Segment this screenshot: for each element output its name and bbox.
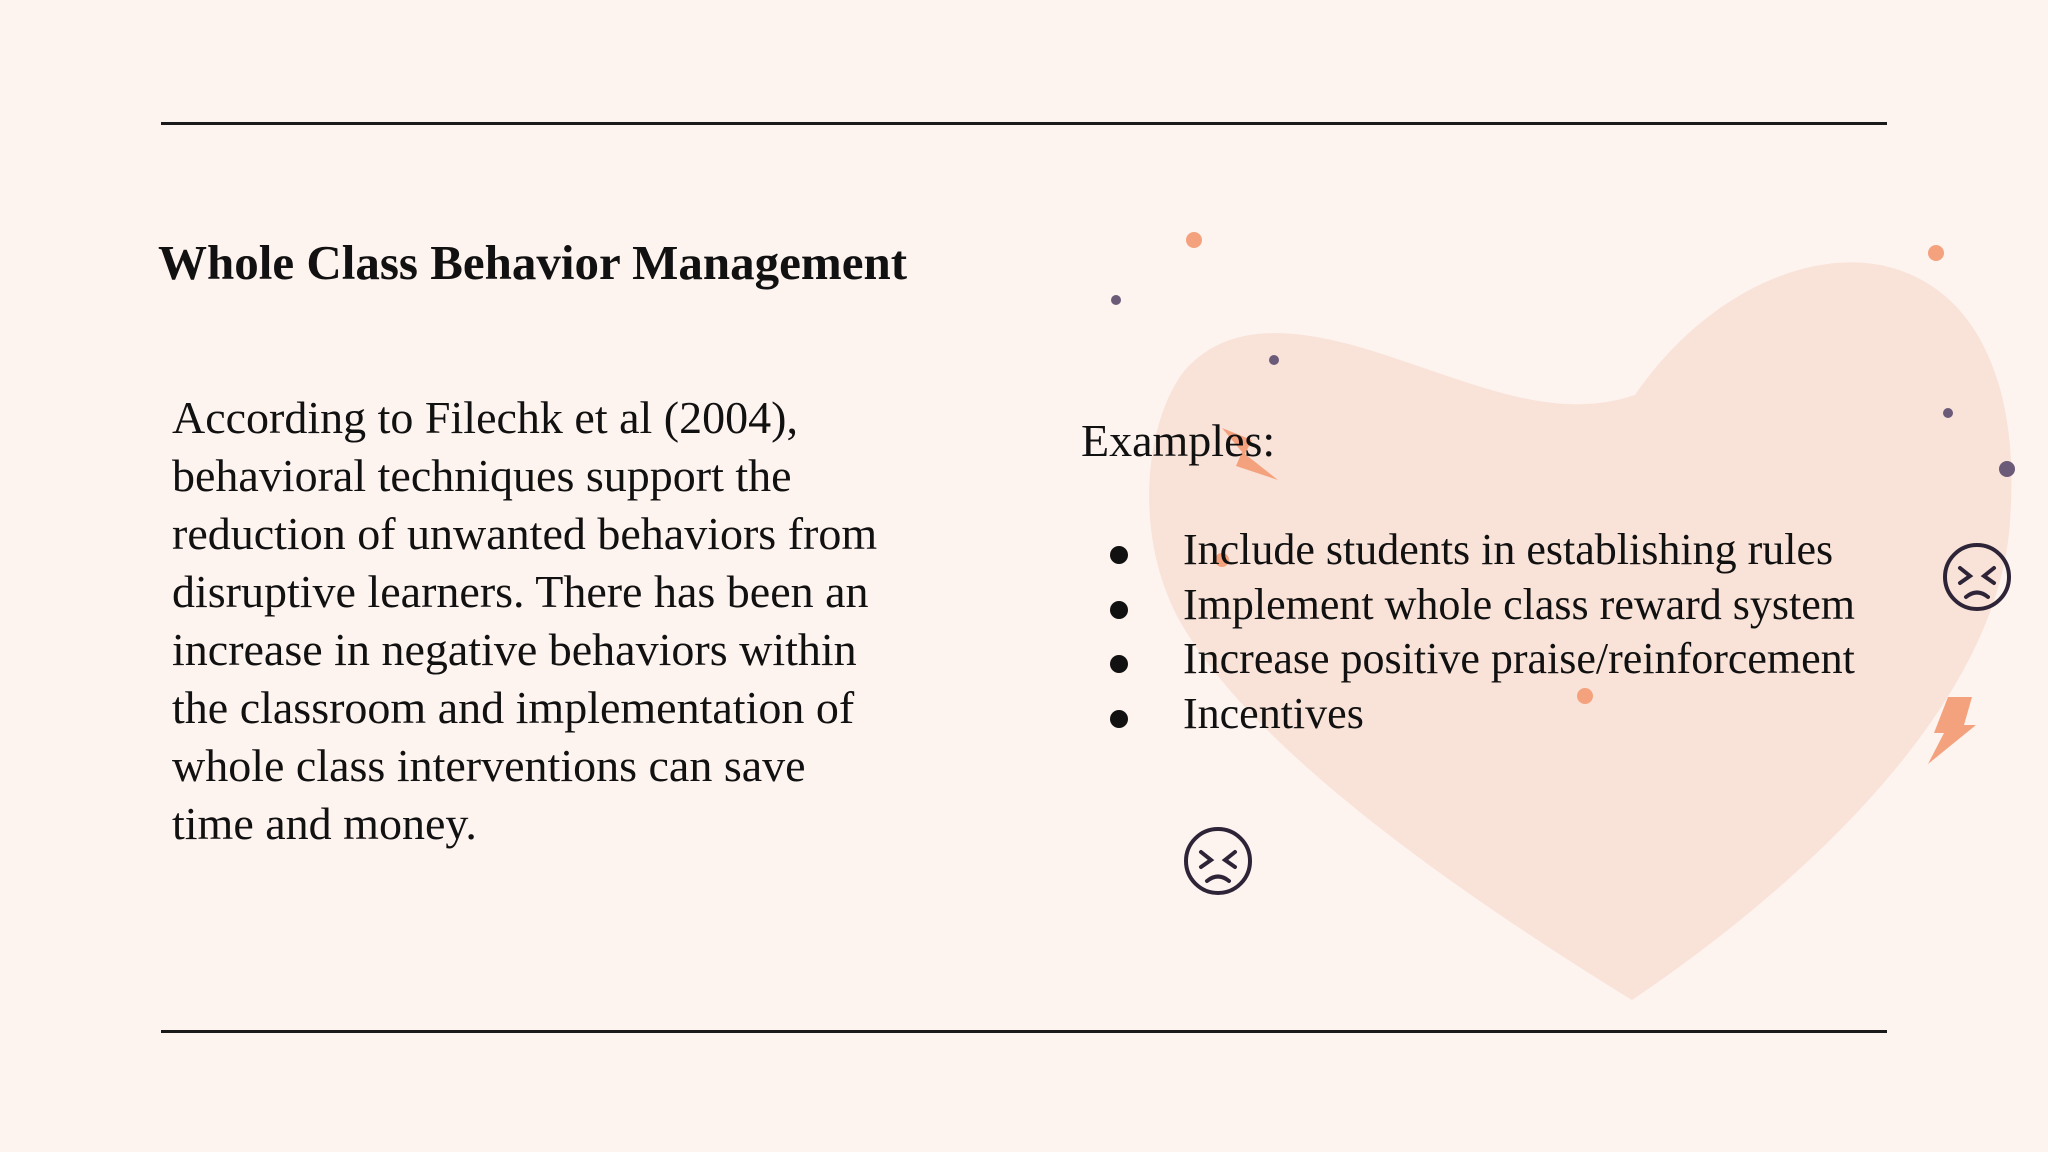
list-item-text: Include students in establishing rules bbox=[1183, 525, 1834, 574]
confetti-dot bbox=[1943, 408, 1953, 418]
confetti-dot bbox=[1186, 232, 1202, 248]
confetti-dot bbox=[1928, 245, 1944, 261]
slide-title: Whole Class Behavior Management bbox=[158, 235, 908, 290]
bullet-icon bbox=[1110, 655, 1128, 673]
list-item bbox=[1106, 523, 1886, 578]
examples-heading: Examples: bbox=[1081, 415, 1276, 466]
body-paragraph: According to Filechk et al (2004), behavioral techniques support the reduction of unwanted behaviors from disruptive learners. There has been an increase in negative behaviors within the classroom and implementation of whole class interventions can save time and money. bbox=[172, 392, 878, 849]
confetti-dot bbox=[1111, 295, 1121, 305]
confetti-dot bbox=[1269, 355, 1279, 365]
angry-face-icon bbox=[1186, 829, 1250, 893]
list-item bbox=[1106, 632, 1886, 687]
list-item-text: Incentives bbox=[1183, 688, 1364, 738]
confetti-dot bbox=[1999, 461, 2015, 477]
bullet-icon bbox=[1110, 601, 1128, 619]
bottom-divider bbox=[161, 1030, 1887, 1033]
list-item-text: Increase positive praise/reinforcement bbox=[1183, 634, 1855, 683]
bullet-icon bbox=[1110, 710, 1128, 728]
examples-list bbox=[1106, 523, 1886, 741]
list-item bbox=[1106, 687, 1886, 742]
list-item bbox=[1106, 578, 1886, 633]
list-item-text: Implement whole class reward system bbox=[1183, 579, 1856, 629]
bullet-icon bbox=[1110, 546, 1128, 564]
